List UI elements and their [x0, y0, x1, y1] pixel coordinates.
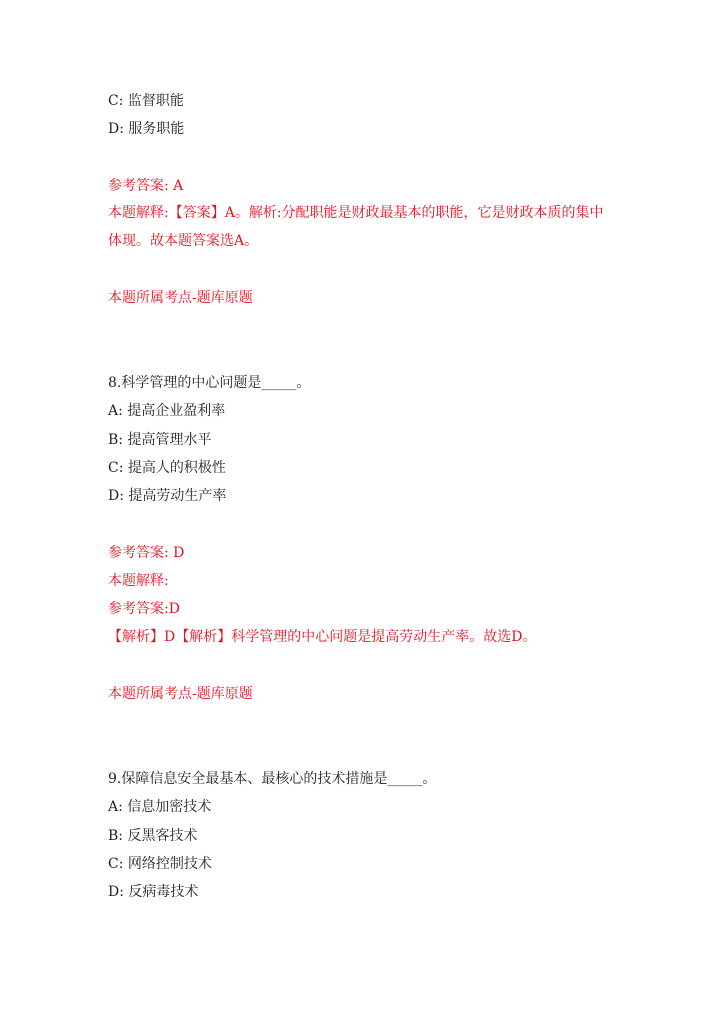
q8-source: 本题所属考点-题库原题 [108, 686, 253, 702]
q8-option-c: C: 提高人的积极性 [108, 460, 226, 476]
q7-answer: 参考答案: A [108, 178, 184, 194]
q7-explanation: 本题解释:【答案】A。解析:分配职能是财政最基本的职能，它是财政本质的集中体现。故本题答案选A。 [108, 205, 604, 249]
q7-source: 本题所属考点-题库原题 [108, 290, 253, 306]
q7-option-c: C: 监督职能 [108, 93, 184, 109]
q8-analysis: 【解析】D【解析】科学管理的中心问题是提高劳动生产率。故选D。 [108, 629, 537, 645]
q7-option-d: D: 服务职能 [108, 121, 185, 137]
q8-explanation-label: 本题解释: [108, 573, 169, 589]
q9-option-d: D: 反病毒技术 [108, 884, 199, 900]
q9-option-b: B: 反黑客技术 [108, 828, 198, 844]
q8-answer-repeat: 参考答案:D [108, 601, 180, 617]
q8-option-b: B: 提高管理水平 [108, 432, 212, 448]
q8-answer: 参考答案: D [108, 545, 185, 561]
q8-option-d: D: 提高劳动生产率 [108, 488, 227, 504]
q8-question: 8.科学管理的中心问题是_____。 [108, 375, 311, 391]
q9-question: 9.保障信息安全最基本、最核心的技术措施是_____。 [108, 771, 437, 787]
q9-option-c: C: 网络控制技术 [108, 856, 212, 872]
q8-option-a: A: 提高企业盈利率 [108, 403, 226, 419]
q9-option-a: A: 信息加密技术 [108, 799, 212, 815]
